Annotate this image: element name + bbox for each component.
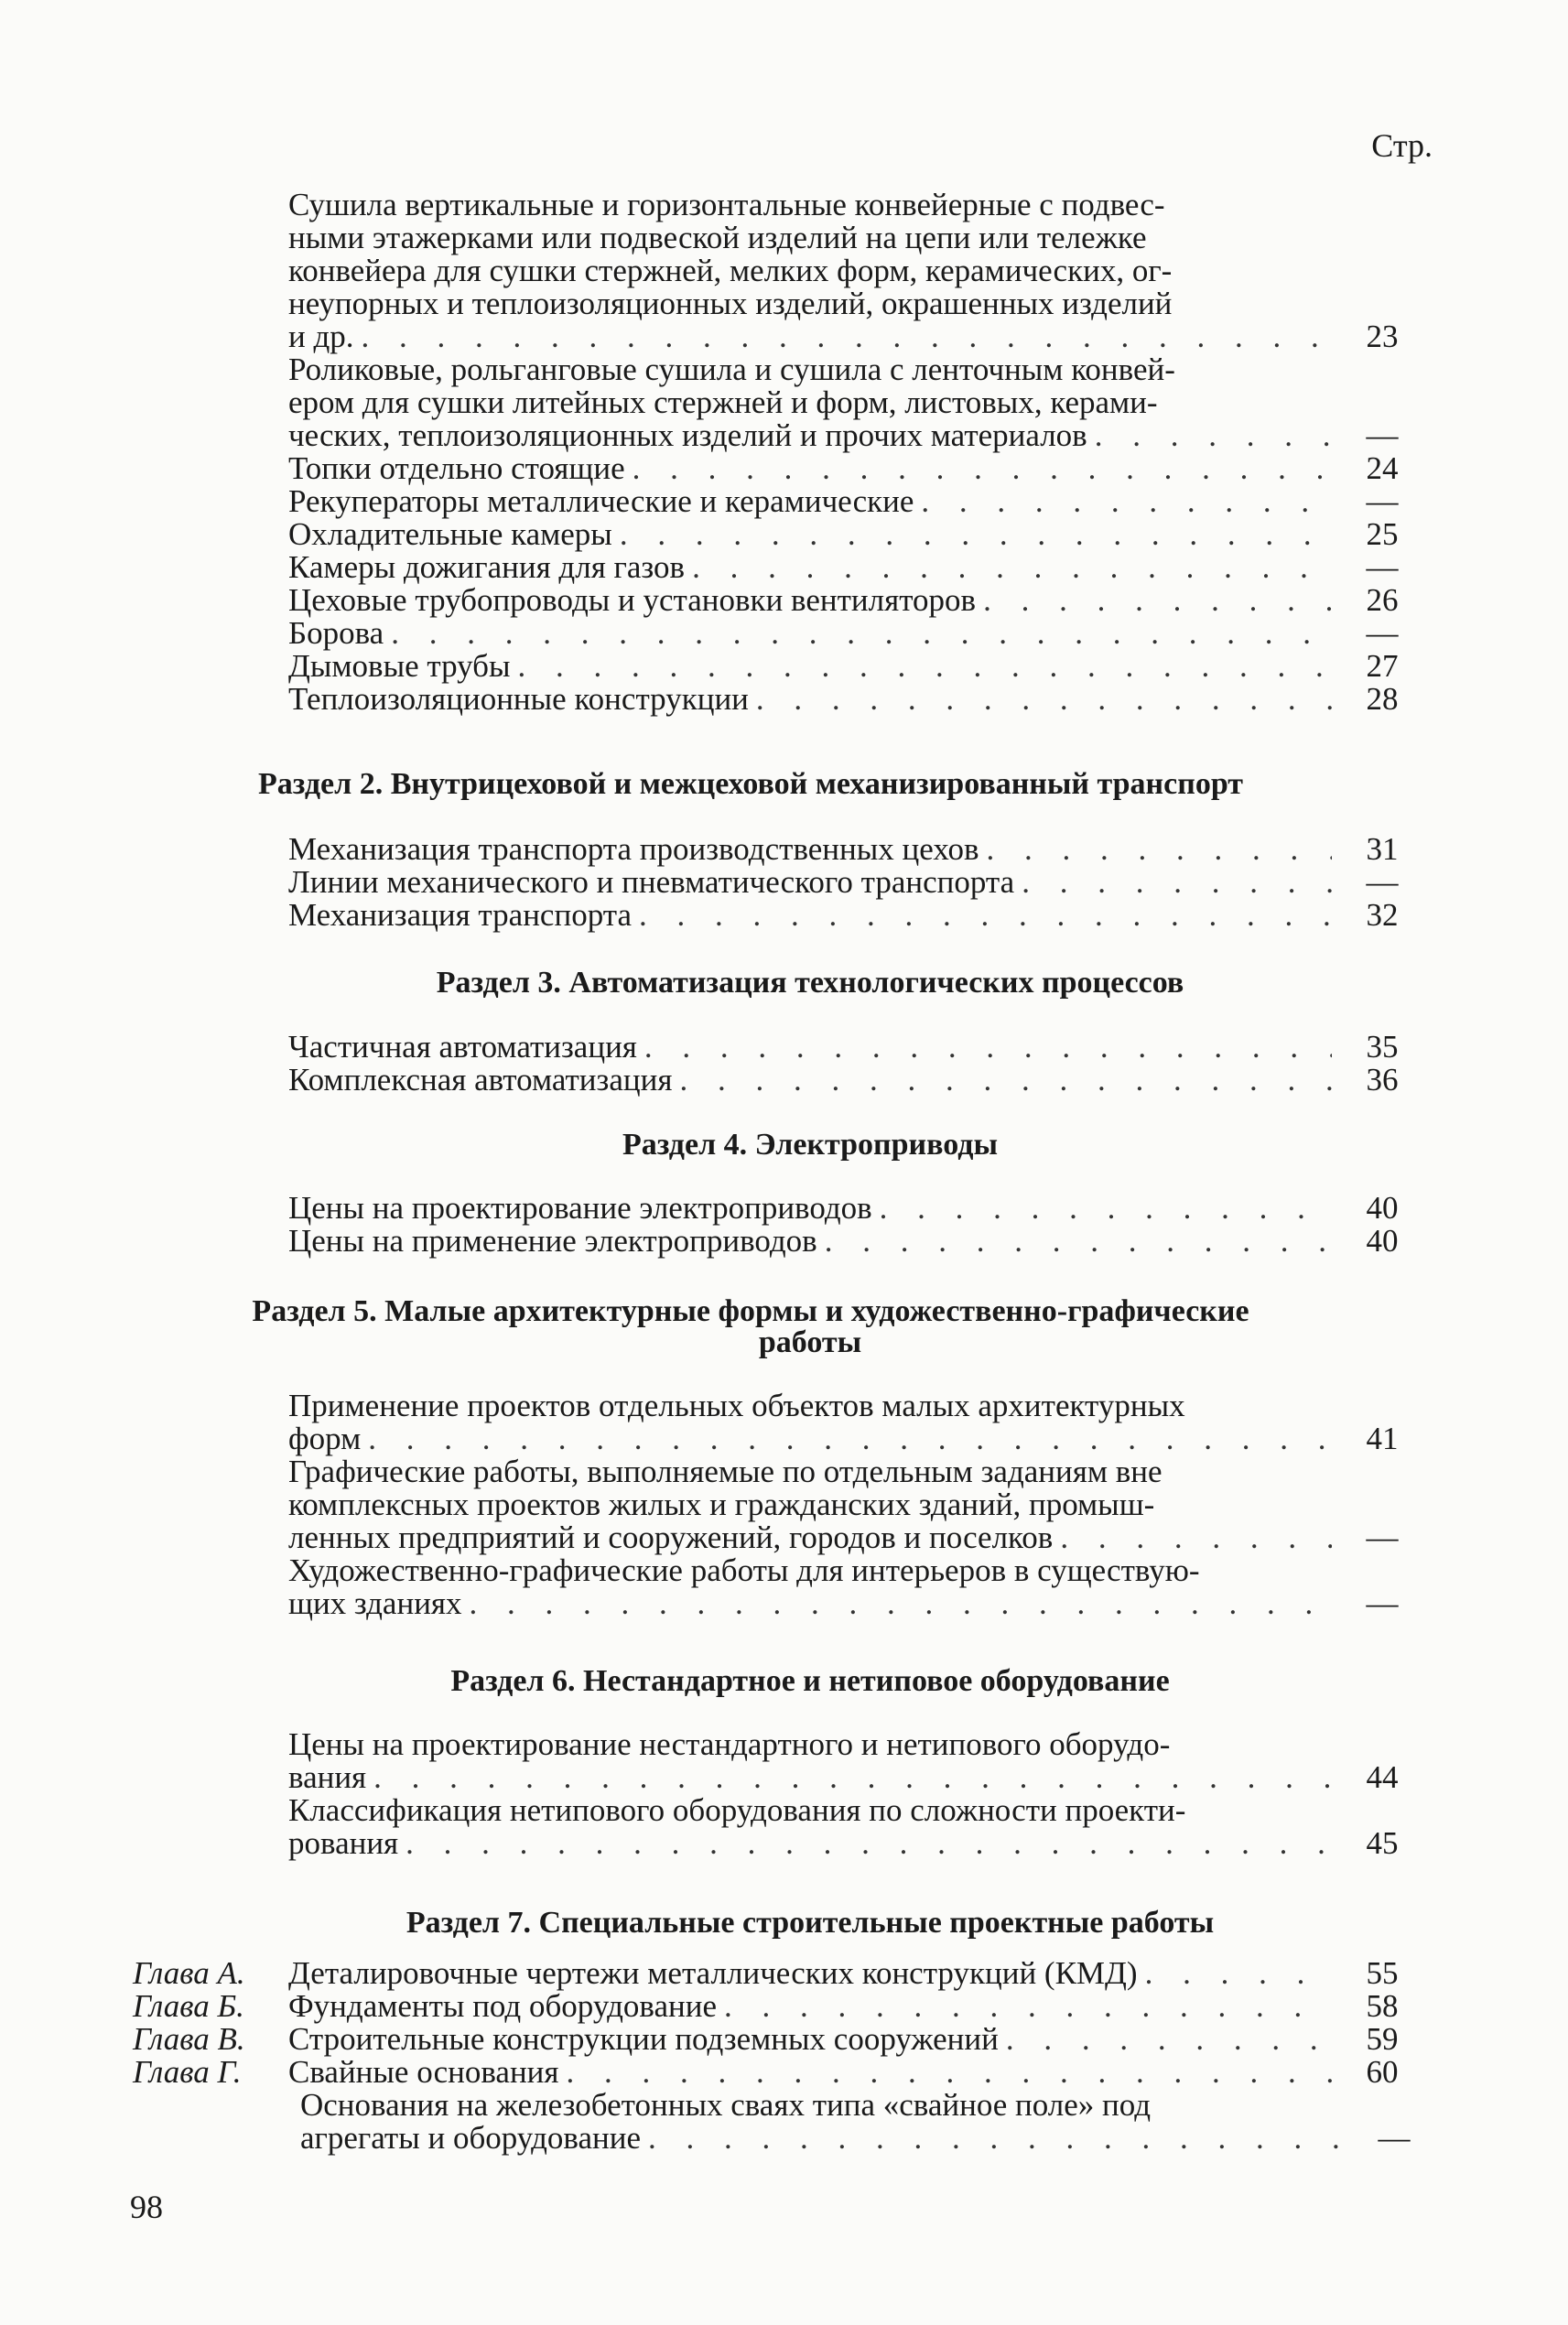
toc-page-number: — — [1366, 864, 1399, 900]
toc-entry-last-line — [288, 2023, 1332, 2056]
toc-entry — [288, 1554, 1414, 1620]
toc-entry — [288, 551, 1414, 584]
toc-entry-title: Комплексная автоматизация — [288, 1062, 673, 1098]
toc-entry-last-line — [288, 683, 1332, 716]
toc-entry-last-line — [288, 833, 1332, 866]
toc-entry — [133, 2054, 1414, 2090]
toc-entry-line: Роликовые, рольганговые сушила и сушила с ленточным конвей- — [288, 351, 1175, 387]
toc-entry-last-line — [288, 551, 1332, 584]
dot-leader — [470, 1587, 1332, 1620]
toc-entry-last-line — [288, 1587, 1332, 1620]
toc-page-number: 23 — [1366, 319, 1399, 354]
toc-entry — [133, 1955, 1414, 1991]
toc-entry-title: Камеры дожигания для газов — [288, 549, 686, 585]
toc-page-number: 26 — [1366, 582, 1399, 618]
toc-entry-last-line — [288, 518, 1332, 551]
toc-entry-title: Рекуператоры металлические и керамические — [288, 483, 914, 519]
toc-entry-last-line — [288, 1761, 1332, 1794]
toc-entry-title: и др. — [288, 319, 354, 354]
toc-entry-line: Основания на железобетонных сваях типа «свайное поле» под — [300, 2087, 1152, 2123]
toc-entry — [288, 833, 1414, 866]
toc-entry-title: Цеховые трубопроводы и установки вентиляторов — [288, 582, 977, 618]
toc-entry-title: Топки отдельно стоящие — [288, 450, 625, 486]
dot-leader — [983, 584, 1332, 617]
toc-entry — [288, 617, 1414, 650]
toc-entry-last-line — [288, 1192, 1332, 1225]
toc-entry-last-line — [288, 452, 1332, 485]
toc-page-number: 32 — [1366, 897, 1399, 933]
toc-entry-last-line — [288, 584, 1332, 617]
dot-leader — [633, 452, 1332, 485]
dot-leader — [921, 485, 1332, 518]
toc-entry — [288, 1728, 1414, 1794]
dot-leader — [1145, 1957, 1332, 1990]
toc-entry-line: Сушила вертикальные и горизонтальные конвейерные с подвес- — [288, 187, 1165, 222]
toc-entry-title: Строительные конструкции подземных сооружений — [288, 2021, 999, 2057]
toc-page-number: 24 — [1366, 450, 1399, 486]
toc-entry-last-line — [288, 485, 1332, 518]
dot-leader — [620, 518, 1332, 551]
toc-entry-title: Фундаменты под оборудование — [288, 1988, 718, 2024]
toc-entry-title: агрегаты и оборудование — [300, 2120, 641, 2156]
toc-page-number: 45 — [1366, 1825, 1399, 1861]
toc-entry-last-line — [288, 1990, 1332, 2023]
toc-entry-title: Охладительные камеры — [288, 516, 612, 552]
toc-entry-last-line — [288, 1422, 1332, 1455]
toc-page-number: 59 — [1366, 2021, 1399, 2057]
dot-leader — [1022, 866, 1332, 899]
dot-leader — [391, 617, 1332, 650]
toc-page-number: 36 — [1366, 1062, 1399, 1098]
toc-entry-title: Деталировочные чертежи металлических конструкций (КМД) — [288, 1955, 1138, 1991]
toc-entry-title: Свайные основания — [288, 2054, 559, 2090]
dot-leader — [639, 899, 1332, 932]
toc-entry-last-line — [300, 2122, 1344, 2155]
dot-leader — [825, 1225, 1332, 1258]
toc-entry — [288, 485, 1414, 518]
toc-entry-line: Классификация нетипового оборудования по сложности проекти- — [288, 1792, 1186, 1828]
dot-leader — [679, 1064, 1332, 1097]
toc-entry-title: щих зданиях — [288, 1585, 462, 1621]
dot-leader — [724, 1990, 1332, 2023]
toc-entry-line: Применение проектов отдельных объектов малых архитектурных — [288, 1388, 1185, 1423]
toc-entry — [288, 189, 1414, 353]
dot-leader — [1095, 419, 1332, 452]
footer-page-number: 98 — [130, 2189, 163, 2225]
section-title: Раздел 6. Нестандартное и нетиповое оборудование — [450, 1664, 1170, 1698]
toc-entry — [288, 1225, 1414, 1258]
toc-entry — [288, 899, 1414, 932]
toc-entry — [133, 2021, 1414, 2057]
page-header-label: Стр. — [1371, 127, 1433, 164]
toc-page-number: 28 — [1366, 681, 1399, 717]
toc-entry-last-line — [288, 1031, 1332, 1064]
toc-entry — [288, 518, 1414, 551]
toc-entry-last-line — [288, 650, 1332, 683]
toc-entry-title: Цены на проектирование электроприводов — [288, 1190, 872, 1226]
section-title: Раздел 3. Автоматизация технологических процессов — [436, 966, 1184, 1000]
section-title: Раздел 2. Внутрицеховой и межцеховой механизированный транспорт — [258, 767, 1243, 801]
toc-entry — [288, 683, 1414, 716]
section-title: Раздел 7. Специальные строительные проектные работы — [406, 1906, 1215, 1940]
toc-entry-title: Механизация транспорта — [288, 897, 632, 933]
toc-entry — [288, 452, 1414, 485]
toc-entry-last-line — [288, 1225, 1332, 1258]
toc-page-number: 31 — [1366, 831, 1399, 867]
toc-entry-line: ными этажерками или подвеской изделий на цепи или тележке — [288, 220, 1147, 255]
dot-leader — [1006, 2023, 1332, 2056]
toc-entry — [288, 650, 1414, 683]
chapter-label: Глава А. — [133, 1955, 245, 1991]
section-title: работы — [758, 1325, 862, 1359]
toc-page-number: 25 — [1366, 516, 1399, 552]
toc-entry-title: Цены на применение электроприводов — [288, 1223, 817, 1259]
toc-page-number: 58 — [1366, 1988, 1399, 2024]
toc-entry-title: Борова — [288, 615, 384, 651]
toc-page-number: 27 — [1366, 648, 1399, 684]
toc-entry-line: неупорных и теплоизоляционных изделий, окрашенных изделий — [288, 286, 1173, 321]
toc-entry — [288, 1455, 1414, 1554]
toc-entry-line: комплексных проектов жилых и гражданских зданий, промыш- — [288, 1487, 1155, 1522]
toc-page-number: 41 — [1366, 1421, 1399, 1456]
toc-entry-title: Линии механического и пневматического транспорта — [288, 864, 1015, 900]
toc-page-number: 60 — [1366, 2054, 1399, 2090]
toc-entry-title: ленных предприятий и сооружений, городов и поселков — [288, 1519, 1054, 1555]
section-title: Раздел 4. Электроприводы — [622, 1128, 999, 1162]
toc-entry-line: Графические работы, выполняемые по отдельным заданиям вне — [288, 1454, 1162, 1489]
toc-page-number: — — [1366, 615, 1399, 651]
toc-entry-title: Частичная автоматизация — [288, 1029, 637, 1065]
toc-entry-title: Механизация транспорта производственных цехов — [288, 831, 979, 867]
toc-entry-title: форм — [288, 1421, 362, 1456]
dot-leader — [1060, 1521, 1332, 1554]
toc-entry — [288, 866, 1414, 899]
toc-entry-last-line — [288, 1957, 1332, 1990]
toc-page-number: — — [1366, 417, 1399, 453]
dot-leader — [368, 1422, 1332, 1455]
toc-entry-line: Цены на проектирование нестандартного и нетипового оборудо- — [288, 1726, 1171, 1762]
dot-leader — [692, 551, 1332, 584]
toc-entry — [133, 1988, 1414, 2024]
toc-page-number: — — [1366, 549, 1399, 585]
dot-leader — [373, 1761, 1332, 1794]
chapter-label: Глава Б. — [133, 1988, 244, 2024]
dot-leader — [648, 2122, 1344, 2155]
toc-entry-last-line — [288, 1064, 1332, 1097]
toc-entry-title: Дымовые трубы — [288, 648, 511, 684]
toc-entry — [288, 1064, 1414, 1097]
toc-entry-title: рования — [288, 1825, 399, 1861]
toc-entry-line: Художественно-графические работы для интерьеров в существую- — [288, 1552, 1200, 1588]
dot-leader — [880, 1192, 1332, 1225]
toc-entry — [288, 1390, 1414, 1455]
dot-leader — [644, 1031, 1332, 1064]
toc-entry-last-line — [288, 617, 1332, 650]
toc-entry-title: ческих, теплоизоляционных изделий и прочих материалов — [288, 417, 1087, 453]
toc-page-number: 44 — [1366, 1759, 1399, 1795]
dot-leader — [987, 833, 1332, 866]
toc-entry-last-line — [288, 320, 1332, 353]
chapter-label: Глава В. — [133, 2021, 245, 2057]
toc-page-number: — — [1378, 2120, 1411, 2156]
toc-page-number: — — [1366, 1585, 1399, 1621]
toc-page-number: — — [1366, 483, 1399, 519]
chapter-label: Глава Г. — [133, 2054, 242, 2090]
dot-leader — [406, 1827, 1332, 1860]
toc-entry-last-line — [288, 2056, 1332, 2089]
dot-leader — [518, 650, 1333, 683]
toc-entry-last-line — [288, 419, 1332, 452]
toc-entry — [288, 1794, 1414, 1860]
toc-entry-last-line — [288, 866, 1332, 899]
dot-leader — [756, 683, 1332, 716]
toc-entry-last-line — [288, 1827, 1332, 1860]
toc-page-number: 40 — [1366, 1223, 1399, 1259]
toc-entry — [288, 353, 1414, 452]
toc-page-number: 40 — [1366, 1190, 1399, 1226]
dot-leader — [362, 320, 1332, 353]
toc-entry — [288, 584, 1414, 617]
toc-entry-title: вания — [288, 1759, 367, 1795]
toc-page-number: 35 — [1366, 1029, 1399, 1065]
toc-entry — [288, 1031, 1414, 1064]
toc-entry-line: конвейера для сушки стержней, мелких форм, керамических, ог- — [288, 253, 1173, 288]
toc-entry — [300, 2089, 1426, 2155]
section-title: Раздел 5. Малые архитектурные формы и художественно-графические — [252, 1294, 1249, 1328]
toc-page-number: — — [1366, 1519, 1399, 1555]
toc-page-number: 55 — [1366, 1955, 1399, 1991]
toc-entry-line: ером для сушки литейных стержней и форм, листовых, керами- — [288, 384, 1158, 420]
dot-leader — [567, 2056, 1332, 2089]
toc-entry-last-line — [288, 1521, 1332, 1554]
toc-entry — [288, 1192, 1414, 1225]
toc-entry-last-line — [288, 899, 1332, 932]
toc-entry-title: Теплоизоляционные конструкции — [288, 681, 749, 717]
